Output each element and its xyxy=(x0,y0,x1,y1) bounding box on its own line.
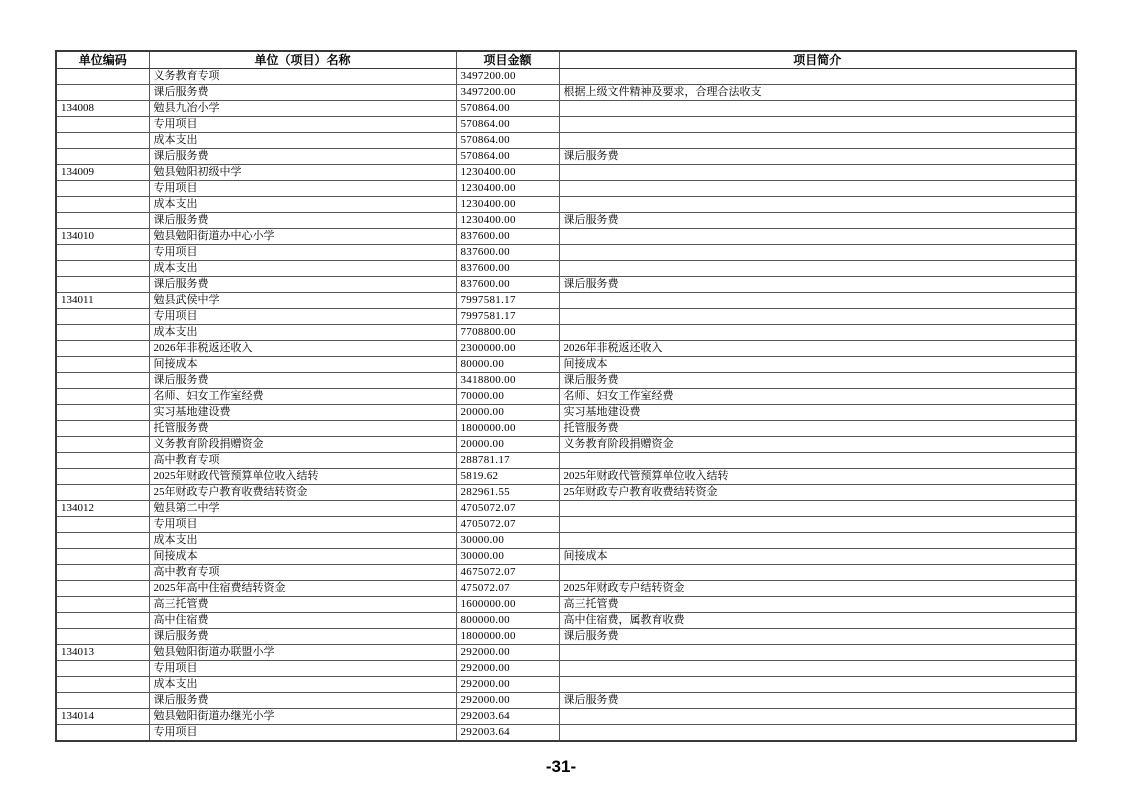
table-row xyxy=(56,85,1076,101)
unit-code-cell xyxy=(56,85,149,101)
unit-code-cell: 134011 xyxy=(56,293,149,309)
amount-cell: 292003.64 xyxy=(456,709,559,725)
description-cell: 间接成本 xyxy=(559,357,1076,373)
amount-cell: 20000.00 xyxy=(456,405,559,421)
unit-name-cell: 实习基地建设费 xyxy=(149,405,456,421)
table-row xyxy=(56,149,1076,165)
amount-cell: 570864.00 xyxy=(456,117,559,133)
description-cell: 高三托管费 xyxy=(559,597,1076,613)
unit-name-cell: 专用项目 xyxy=(149,245,456,261)
table-row xyxy=(56,277,1076,293)
unit-code-cell xyxy=(56,613,149,629)
amount-cell: 288781.17 xyxy=(456,453,559,469)
unit-name-cell: 高三托管费 xyxy=(149,597,456,613)
table-row xyxy=(56,213,1076,229)
description-cell: 根据上级文件精神及要求，合理合法收支 xyxy=(559,85,1076,101)
amount-cell: 5819.62 xyxy=(456,469,559,485)
table-row xyxy=(56,421,1076,437)
table-row xyxy=(56,677,1076,693)
unit-code-cell xyxy=(56,661,149,677)
unit-name-cell: 勉县勉阳街道办继光小学 xyxy=(149,709,456,725)
table-row xyxy=(56,437,1076,453)
unit-name-cell: 勉县第二中学 xyxy=(149,501,456,517)
table-row xyxy=(56,181,1076,197)
description-cell: 名师、妇女工作室经费 xyxy=(559,389,1076,405)
unit-code-cell xyxy=(56,453,149,469)
table-row xyxy=(56,501,1076,517)
table-row xyxy=(56,373,1076,389)
description-cell xyxy=(559,645,1076,661)
unit-name-cell: 成本支出 xyxy=(149,133,456,149)
unit-code-cell xyxy=(56,309,149,325)
table-row xyxy=(56,357,1076,373)
unit-name-cell: 名师、妇女工作室经费 xyxy=(149,389,456,405)
amount-cell: 292000.00 xyxy=(456,677,559,693)
unit-code-cell xyxy=(56,693,149,709)
unit-code-cell xyxy=(56,533,149,549)
table-row xyxy=(56,341,1076,357)
amount-cell: 7997581.17 xyxy=(456,309,559,325)
unit-name-cell: 课后服务费 xyxy=(149,85,456,101)
amount-cell: 80000.00 xyxy=(456,357,559,373)
table-row xyxy=(56,293,1076,309)
amount-cell: 800000.00 xyxy=(456,613,559,629)
amount-cell: 70000.00 xyxy=(456,389,559,405)
unit-code-cell xyxy=(56,597,149,613)
description-cell: 课后服务费 xyxy=(559,277,1076,293)
unit-code-cell xyxy=(56,549,149,565)
unit-name-cell: 25年财政专户教育收费结转资金 xyxy=(149,485,456,501)
table-row xyxy=(56,469,1076,485)
description-cell: 课后服务费 xyxy=(559,213,1076,229)
unit-code-cell: 134014 xyxy=(56,709,149,725)
unit-name-cell: 课后服务费 xyxy=(149,277,456,293)
amount-cell: 292000.00 xyxy=(456,645,559,661)
unit-code-cell: 134010 xyxy=(56,229,149,245)
amount-cell: 3418800.00 xyxy=(456,373,559,389)
unit-name-cell: 成本支出 xyxy=(149,533,456,549)
amount-cell: 1230400.00 xyxy=(456,165,559,181)
header-amount: 项目金额 xyxy=(456,51,559,69)
description-cell xyxy=(559,677,1076,693)
amount-cell: 4675072.07 xyxy=(456,565,559,581)
unit-code-cell xyxy=(56,405,149,421)
unit-name-cell: 专用项目 xyxy=(149,725,456,742)
table-row xyxy=(56,517,1076,533)
description-cell xyxy=(559,133,1076,149)
unit-name-cell: 勉县勉阳街道办联盟小学 xyxy=(149,645,456,661)
amount-cell: 570864.00 xyxy=(456,101,559,117)
amount-cell: 2300000.00 xyxy=(456,341,559,357)
unit-code-cell xyxy=(56,149,149,165)
amount-cell: 3497200.00 xyxy=(456,85,559,101)
unit-code-cell xyxy=(56,341,149,357)
description-cell: 托管服务费 xyxy=(559,421,1076,437)
description-cell xyxy=(559,517,1076,533)
unit-code-cell xyxy=(56,373,149,389)
amount-cell: 837600.00 xyxy=(456,229,559,245)
unit-code-cell: 134012 xyxy=(56,501,149,517)
description-cell: 课后服务费 xyxy=(559,373,1076,389)
amount-cell: 20000.00 xyxy=(456,437,559,453)
table-row xyxy=(56,165,1076,181)
amount-cell: 837600.00 xyxy=(456,277,559,293)
amount-cell: 1230400.00 xyxy=(456,197,559,213)
amount-cell: 1230400.00 xyxy=(456,181,559,197)
amount-cell: 1800000.00 xyxy=(456,629,559,645)
unit-code-cell xyxy=(56,565,149,581)
unit-code-cell xyxy=(56,517,149,533)
table-row xyxy=(56,613,1076,629)
table-row xyxy=(56,197,1076,213)
unit-code-cell xyxy=(56,245,149,261)
table-row xyxy=(56,117,1076,133)
header-unit-name: 单位（项目）名称 xyxy=(149,51,456,69)
unit-code-cell xyxy=(56,725,149,742)
description-cell xyxy=(559,565,1076,581)
unit-name-cell: 义务教育专项 xyxy=(149,69,456,85)
description-cell: 25年财政专户教育收费结转资金 xyxy=(559,485,1076,501)
description-cell xyxy=(559,501,1076,517)
description-cell: 义务教育阶段捐赠资金 xyxy=(559,437,1076,453)
unit-code-cell xyxy=(56,581,149,597)
table-row xyxy=(56,725,1076,742)
description-cell: 课后服务费 xyxy=(559,629,1076,645)
description-cell: 课后服务费 xyxy=(559,693,1076,709)
description-cell: 课后服务费 xyxy=(559,149,1076,165)
table-header-row xyxy=(56,51,1076,69)
unit-name-cell: 专用项目 xyxy=(149,517,456,533)
unit-code-cell xyxy=(56,629,149,645)
description-cell xyxy=(559,229,1076,245)
unit-name-cell: 勉县武侯中学 xyxy=(149,293,456,309)
unit-code-cell xyxy=(56,277,149,293)
amount-cell: 837600.00 xyxy=(456,245,559,261)
unit-name-cell: 成本支出 xyxy=(149,261,456,277)
table-row xyxy=(56,597,1076,613)
amount-cell: 570864.00 xyxy=(456,149,559,165)
table-row xyxy=(56,405,1076,421)
description-cell xyxy=(559,725,1076,742)
description-cell xyxy=(559,453,1076,469)
unit-name-cell: 2025年高中住宿费结转资金 xyxy=(149,581,456,597)
unit-code-cell xyxy=(56,181,149,197)
unit-name-cell: 专用项目 xyxy=(149,181,456,197)
unit-code-cell xyxy=(56,389,149,405)
unit-name-cell: 高中住宿费 xyxy=(149,613,456,629)
table-row xyxy=(56,629,1076,645)
unit-code-cell xyxy=(56,421,149,437)
unit-code-cell xyxy=(56,437,149,453)
amount-cell: 7708800.00 xyxy=(456,325,559,341)
description-cell xyxy=(559,661,1076,677)
unit-name-cell: 高中教育专项 xyxy=(149,453,456,469)
amount-cell: 7997581.17 xyxy=(456,293,559,309)
description-cell: 实习基地建设费 xyxy=(559,405,1076,421)
unit-name-cell: 2025年财政代管预算单位收入结转 xyxy=(149,469,456,485)
unit-name-cell: 课后服务费 xyxy=(149,373,456,389)
unit-name-cell: 课后服务费 xyxy=(149,629,456,645)
description-cell: 2026年非税返还收入 xyxy=(559,341,1076,357)
amount-cell: 570864.00 xyxy=(456,133,559,149)
unit-name-cell: 专用项目 xyxy=(149,309,456,325)
unit-name-cell: 勉县勉阳初级中学 xyxy=(149,165,456,181)
unit-code-cell: 134013 xyxy=(56,645,149,661)
table-row xyxy=(56,245,1076,261)
amount-cell: 4705072.07 xyxy=(456,501,559,517)
description-cell xyxy=(559,101,1076,117)
description-cell xyxy=(559,181,1076,197)
unit-name-cell: 间接成本 xyxy=(149,357,456,373)
description-cell xyxy=(559,533,1076,549)
unit-name-cell: 成本支出 xyxy=(149,197,456,213)
table-row xyxy=(56,693,1076,709)
unit-name-cell: 课后服务费 xyxy=(149,149,456,165)
table-row xyxy=(56,325,1076,341)
description-cell xyxy=(559,245,1076,261)
table-row xyxy=(56,645,1076,661)
page-number: -31- xyxy=(545,757,577,776)
unit-name-cell: 2026年非税返还收入 xyxy=(149,341,456,357)
table-row xyxy=(56,581,1076,597)
table-row xyxy=(56,485,1076,501)
unit-name-cell: 成本支出 xyxy=(149,325,456,341)
unit-code-cell xyxy=(56,677,149,693)
description-cell: 间接成本 xyxy=(559,549,1076,565)
unit-code-cell xyxy=(56,197,149,213)
amount-cell: 292003.64 xyxy=(456,725,559,742)
unit-code-cell xyxy=(56,213,149,229)
table-row xyxy=(56,709,1076,725)
table-row xyxy=(56,389,1076,405)
description-cell: 2025年财政代管预算单位收入结转 xyxy=(559,469,1076,485)
unit-code-cell xyxy=(56,133,149,149)
amount-cell: 837600.00 xyxy=(456,261,559,277)
description-cell xyxy=(559,117,1076,133)
unit-name-cell: 间接成本 xyxy=(149,549,456,565)
table-row xyxy=(56,261,1076,277)
amount-cell: 292000.00 xyxy=(456,661,559,677)
unit-name-cell: 专用项目 xyxy=(149,117,456,133)
table-row xyxy=(56,229,1076,245)
amount-cell: 30000.00 xyxy=(456,533,559,549)
description-cell xyxy=(559,197,1076,213)
unit-name-cell: 义务教育阶段捐赠资金 xyxy=(149,437,456,453)
description-cell xyxy=(559,325,1076,341)
table-row xyxy=(56,309,1076,325)
description-cell: 2025年财政专户结转资金 xyxy=(559,581,1076,597)
description-cell xyxy=(559,69,1076,85)
amount-cell: 282961.55 xyxy=(456,485,559,501)
amount-cell: 292000.00 xyxy=(456,693,559,709)
table-row xyxy=(56,661,1076,677)
amount-cell: 475072.07 xyxy=(456,581,559,597)
header-unit-code: 单位编码 xyxy=(56,51,149,69)
table-row xyxy=(56,533,1076,549)
unit-code-cell xyxy=(56,69,149,85)
amount-cell: 30000.00 xyxy=(456,549,559,565)
description-cell xyxy=(559,309,1076,325)
unit-code-cell xyxy=(56,357,149,373)
table-row xyxy=(56,69,1076,85)
table-row xyxy=(56,565,1076,581)
table-body xyxy=(56,69,1076,742)
unit-code-cell xyxy=(56,325,149,341)
description-cell: 高中住宿费，属教育收费 xyxy=(559,613,1076,629)
description-cell xyxy=(559,709,1076,725)
unit-name-cell: 课后服务费 xyxy=(149,213,456,229)
description-cell xyxy=(559,261,1076,277)
description-cell xyxy=(559,293,1076,309)
unit-code-cell: 134009 xyxy=(56,165,149,181)
amount-cell: 3497200.00 xyxy=(456,69,559,85)
unit-name-cell: 成本支出 xyxy=(149,677,456,693)
unit-name-cell: 勉县勉阳街道办中心小学 xyxy=(149,229,456,245)
unit-name-cell: 高中教育专项 xyxy=(149,565,456,581)
table-row xyxy=(56,101,1076,117)
amount-cell: 1800000.00 xyxy=(456,421,559,437)
unit-name-cell: 勉县九冶小学 xyxy=(149,101,456,117)
amount-cell: 1600000.00 xyxy=(456,597,559,613)
header-description: 项目简介 xyxy=(559,51,1076,69)
unit-code-cell xyxy=(56,261,149,277)
table-row xyxy=(56,453,1076,469)
table-row xyxy=(56,549,1076,565)
description-cell xyxy=(559,165,1076,181)
unit-code-cell xyxy=(56,469,149,485)
unit-code-cell xyxy=(56,117,149,133)
unit-name-cell: 课后服务费 xyxy=(149,693,456,709)
unit-name-cell: 专用项目 xyxy=(149,661,456,677)
amount-cell: 4705072.07 xyxy=(456,517,559,533)
unit-code-cell xyxy=(56,485,149,501)
unit-name-cell: 托管服务费 xyxy=(149,421,456,437)
table-row xyxy=(56,133,1076,149)
unit-code-cell: 134008 xyxy=(56,101,149,117)
budget-table xyxy=(55,50,1077,742)
amount-cell: 1230400.00 xyxy=(456,213,559,229)
